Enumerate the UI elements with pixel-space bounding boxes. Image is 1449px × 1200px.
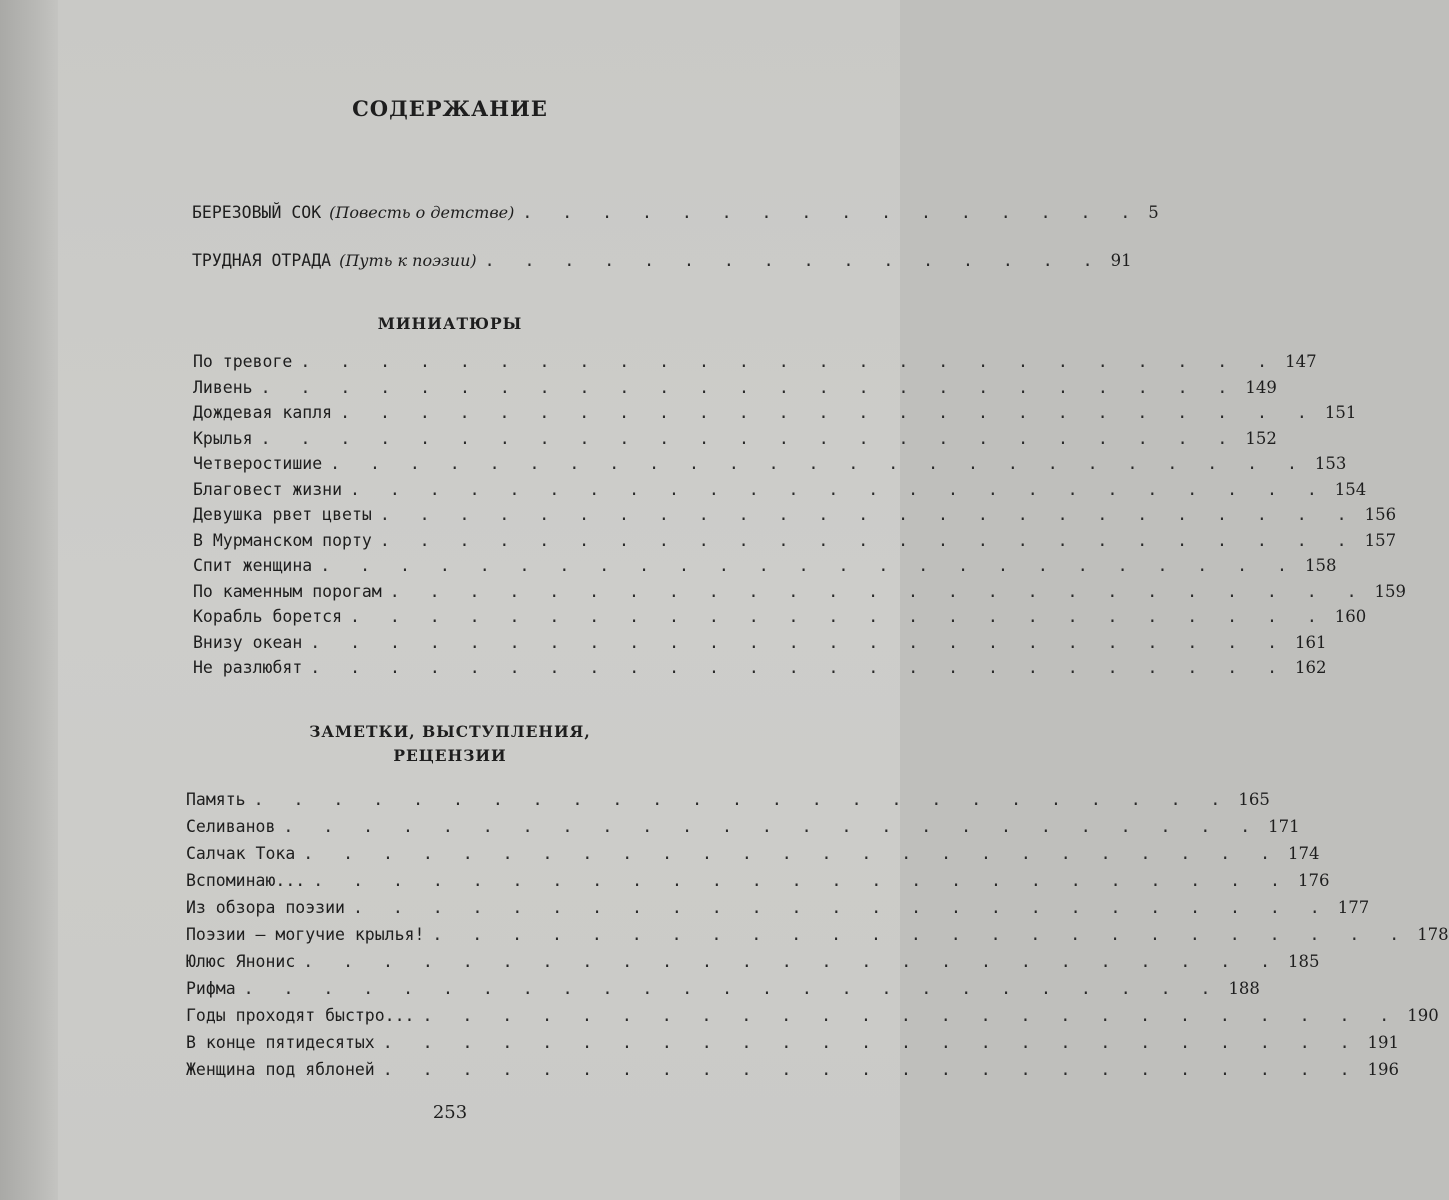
entry-label: ТРУДНАЯ ОТРАДА — [192, 251, 332, 270]
toc-item — [186, 817, 1300, 836]
toc-item — [193, 352, 1317, 371]
toc-item — [193, 377, 1277, 397]
item-page: 174 — [1288, 844, 1320, 863]
item-label: Память — [186, 790, 246, 809]
item-label: Ливень — [193, 377, 253, 397]
item-label: Салчак Тока — [186, 844, 296, 863]
item-page: 171 — [1268, 817, 1300, 836]
toc-item — [186, 844, 1320, 863]
leader-dots: . . . . . . . . . . . . . . . . . . . . . . . . . — [253, 790, 1231, 809]
item-page: 154 — [1334, 479, 1367, 499]
item-page: 149 — [1245, 377, 1277, 397]
page-title: СОДЕРЖАНИЕ — [352, 96, 548, 121]
item-label: Годы проходят быстро... — [186, 1006, 415, 1025]
item-label: По тревоге — [193, 352, 293, 371]
toc-item — [193, 581, 1407, 601]
item-label: Вспоминаю... — [186, 871, 306, 890]
item-page: 196 — [1367, 1060, 1400, 1079]
item-label: Из обзора поэзии — [186, 898, 345, 917]
item-label: Крылья — [193, 428, 253, 448]
item-page: 162 — [1295, 658, 1327, 677]
item-page: 159 — [1374, 581, 1407, 601]
item-label: Корабль борется — [193, 607, 343, 626]
item-label: Юлюс Янонис — [186, 952, 296, 971]
item-page: 176 — [1297, 871, 1330, 890]
toc-main-entry — [192, 203, 1159, 222]
toc-item — [193, 505, 1397, 524]
toc-item — [186, 1033, 1400, 1052]
item-page: 160 — [1334, 607, 1367, 626]
section-heading-notes-line1: ЗАМЕТКИ, ВЫСТУПЛЕНИЯ, — [309, 722, 591, 741]
leader-dots: . . . . . . . . . . . . . . . . . . . . . . . . . — [389, 581, 1367, 601]
leader-dots: . . . . . . . . . . . . . . . . . . . . . . . . . — [350, 607, 1327, 626]
toc-item — [193, 530, 1397, 550]
item-label: Не разлюбят — [193, 658, 303, 677]
item-label: Женщина под яблоней — [186, 1060, 375, 1079]
item-page: 188 — [1228, 979, 1260, 998]
entry-label: БЕРЕЗОВЫЙ СОК — [192, 203, 322, 222]
section-heading-miniatures: МИНИАТЮРЫ — [377, 314, 523, 333]
item-page: 178 — [1417, 925, 1449, 944]
item-label: По каменным порогам — [193, 581, 382, 601]
leader-dots: . . . . . . . . . . . . . . . . . . . . . . . . . — [313, 871, 1290, 890]
item-page: 191 — [1367, 1033, 1400, 1052]
leader-dots: . . . . . . . . . . . . . . . . . . . . . . . . . — [260, 428, 1238, 448]
leader-dots: . . . . . . . . . . . . . . . . . . . . . . . . . — [382, 1033, 1360, 1052]
entry-subtitle: (Повесть о детстве) — [329, 203, 515, 222]
leader-dots: . . . . . . . . . . . . . . . . — [522, 203, 1141, 222]
leader-dots: . . . . . . . . . . . . . . . . . . . . . . . . . — [350, 479, 1327, 499]
item-page: 156 — [1364, 505, 1397, 524]
toc-item — [193, 632, 1327, 652]
page-number: 253 — [432, 1102, 468, 1123]
item-page: 177 — [1337, 898, 1370, 917]
item-page: 152 — [1245, 428, 1277, 448]
leader-dots: . . . . . . . . . . . . . . . . . . . . . . . . . — [310, 658, 1288, 677]
toc-item — [186, 979, 1260, 998]
leader-dots: . . . . . . . . . . . . . . . . . . . . . . . . . — [352, 898, 1330, 917]
leader-dots: . . . . . . . . . . . . . . . . . . . . . . . . . — [340, 403, 1317, 422]
item-page: 161 — [1295, 632, 1327, 652]
toc-item — [186, 952, 1320, 971]
item-page: 153 — [1314, 454, 1347, 473]
toc-item — [186, 1006, 1439, 1025]
leader-dots: . . . . . . . . . . . . . . . . . . . . . . . . . — [320, 556, 1297, 575]
leader-dots: . . . . . . . . . . . . . . . . . . . . . . . . . — [432, 925, 1410, 944]
item-label: Девушка рвет цветы — [193, 505, 372, 524]
leader-dots: . . . . . . . . . . . . . . . . . . . . . . . . . — [243, 979, 1221, 998]
item-label: Селиванов — [186, 817, 276, 836]
toc-item — [186, 1060, 1400, 1079]
leader-dots: . . . . . . . . . . . . . . . . . . . . . . . . . — [422, 1006, 1400, 1025]
item-label: Четверостишие — [193, 454, 323, 473]
toc-item — [193, 658, 1327, 677]
leader-dots: . . . . . . . . . . . . . . . . . . . . . . . . . — [283, 817, 1261, 836]
item-label: Дождевая капля — [193, 403, 333, 422]
item-page: 158 — [1304, 556, 1337, 575]
toc-item — [193, 403, 1357, 422]
toc-item — [193, 607, 1367, 626]
item-label: В конце пятидесятых — [186, 1033, 375, 1052]
leader-dots: . . . . . . . . . . . . . . . . . . . . . . . . . — [310, 632, 1288, 652]
item-label: В Мурманском порту — [193, 530, 372, 550]
item-label: Спит женщина — [193, 556, 313, 575]
section-heading-notes-line2: РЕЦЕНЗИИ — [393, 746, 507, 765]
leader-dots: . . . . . . . . . . . . . . . . . . . . . . . . . — [379, 505, 1357, 524]
item-page: 185 — [1288, 952, 1320, 971]
item-label: Благовест жизни — [193, 479, 343, 499]
leader-dots: . . . . . . . . . . . . . . . . . . . . . . . . . — [303, 844, 1281, 863]
item-page: 147 — [1285, 352, 1317, 371]
leader-dots: . . . . . . . . . . . . . . . . — [484, 251, 1103, 270]
toc-item — [193, 454, 1347, 473]
item-page: 190 — [1407, 1006, 1439, 1025]
toc-item — [186, 925, 1449, 944]
item-label: Поэзии — могучие крылья! — [186, 925, 425, 944]
toc-item — [186, 790, 1270, 809]
toc-item — [193, 556, 1337, 575]
item-page: 157 — [1364, 530, 1397, 550]
leader-dots: . . . . . . . . . . . . . . . . . . . . . . . . . — [330, 454, 1307, 473]
leader-dots: . . . . . . . . . . . . . . . . . . . . . . . . . — [300, 352, 1278, 371]
toc-item — [193, 428, 1277, 448]
entry-subtitle: (Путь к поэзии) — [339, 251, 477, 270]
item-label: Рифма — [186, 979, 236, 998]
entry-page: 5 — [1148, 203, 1159, 222]
toc-item — [186, 898, 1370, 917]
item-label: Внизу океан — [193, 632, 303, 652]
leader-dots: . . . . . . . . . . . . . . . . . . . . . . . . . — [303, 952, 1281, 971]
item-page: 151 — [1324, 403, 1357, 422]
toc-item — [193, 479, 1367, 499]
leader-dots: . . . . . . . . . . . . . . . . . . . . . . . . . — [379, 530, 1357, 550]
binding-edge — [0, 0, 62, 1200]
toc-main-entry — [192, 251, 1132, 270]
entry-page: 91 — [1110, 251, 1132, 270]
item-page: 165 — [1238, 790, 1270, 809]
leader-dots: . . . . . . . . . . . . . . . . . . . . . . . . . — [260, 377, 1238, 397]
toc-item — [186, 871, 1330, 890]
leader-dots: . . . . . . . . . . . . . . . . . . . . . . . . . — [382, 1060, 1360, 1079]
